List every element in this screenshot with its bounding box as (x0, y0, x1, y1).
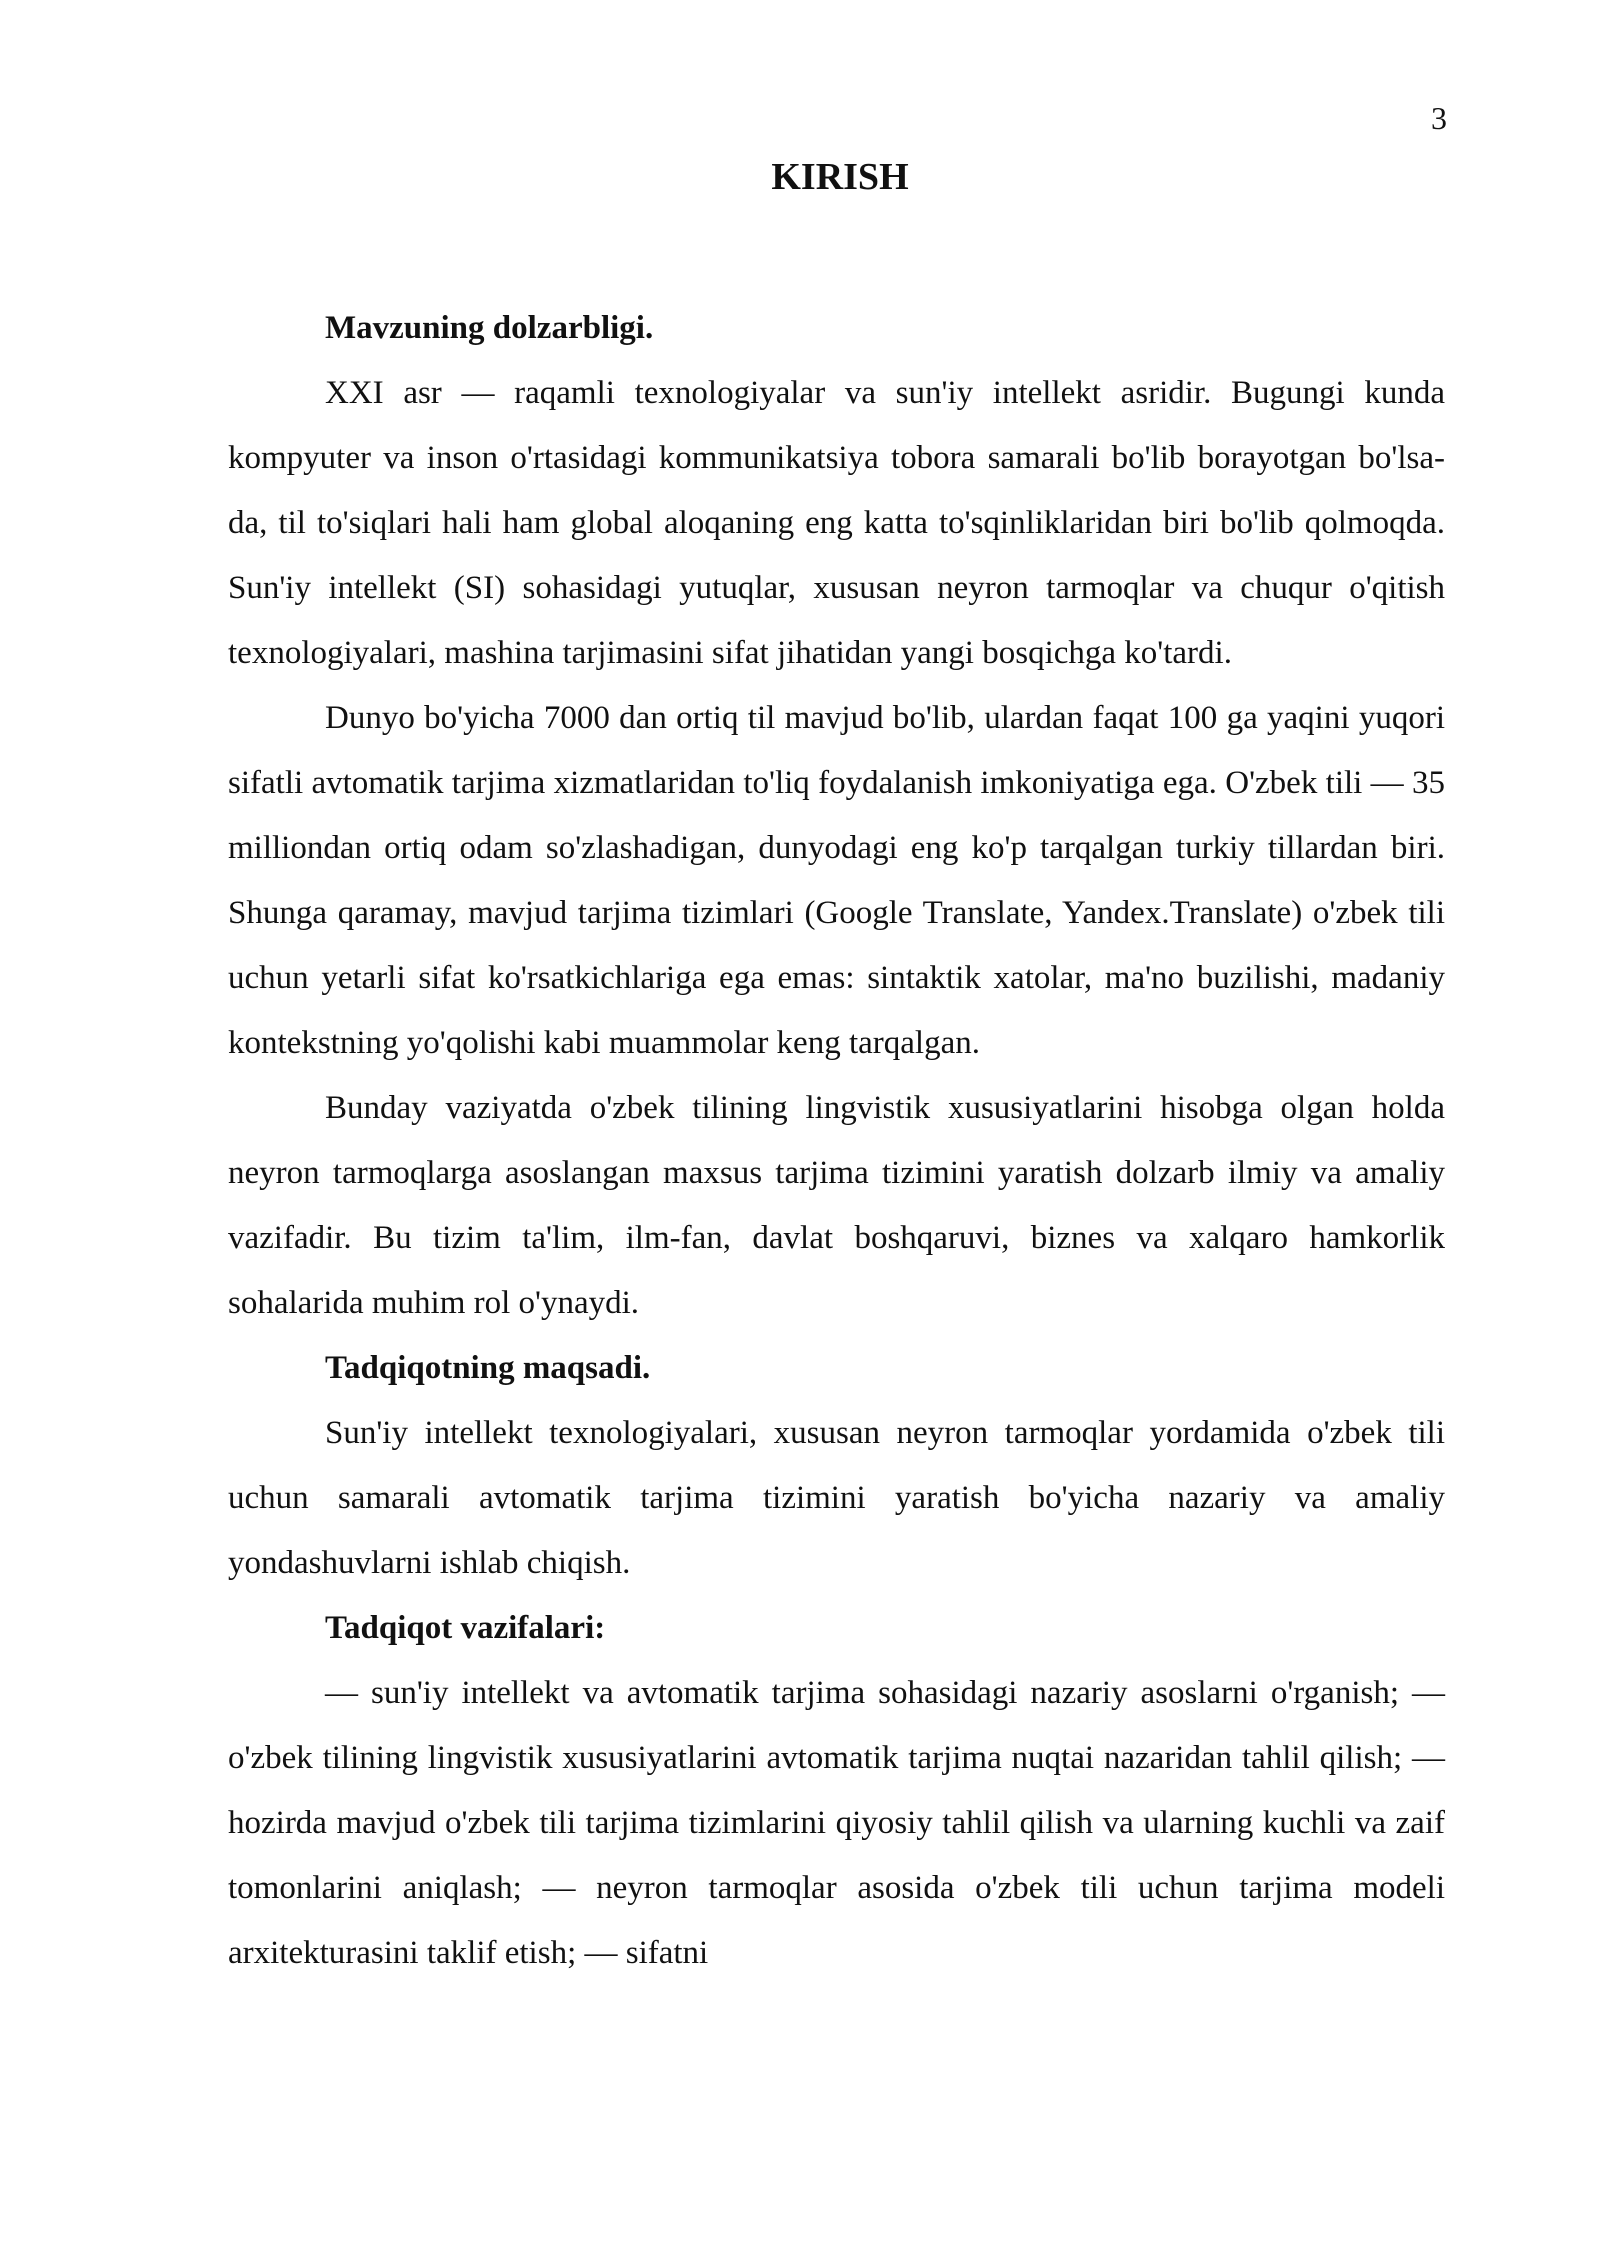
section-heading-goal: Tadqiqotning maqsadi. (325, 1350, 651, 1386)
page-body (228, 296, 1445, 1986)
paragraph-goal: Sun'iy intellekt texnologiyalari, xususan neyron tarmoqlar yordamida o'zbek tili uchun samarali avtomatik tarjima tizimini yaratish bo'yicha nazariy va amaliy yondashuvlarni ishlab chiqish. (228, 1415, 1445, 1581)
section-heading-relevance: Mavzuning dolzarbligi. (325, 310, 654, 346)
page-title: KIRISH (771, 156, 909, 198)
paragraph-relevance-3: Bunday vaziyatda o'zbek tilining lingvistik xususiyatlarini hisobga olgan holda neyron tarmoqlarga asoslangan maxsus tarjima tizimini yaratish dolzarb ilmiy va amaliy vazifadir. Bu tizim ta'lim, ilm-fan, davlat boshqaruvi, biznes va xalqaro hamkorlik sohalarida muhim rol o'ynaydi. (228, 1090, 1445, 1321)
paragraph-relevance-1: XXI asr — raqamli texnologiyalar va sun'iy intellekt asridir. Bugungi kunda kompyuter va inson o'rtasidagi kommunikatsiya tobora samarali bo'lib borayotgan bo'lsa-da, til to'siqlari hali ham global aloqaning eng katta to'sqinliklaridan biri bo'lib qolmoqda. Sun'iy intellekt (SI) sohasidagi yutuqlar, xususan neyron tarmoqlar va chuqur o'qitish texnologiyalari, mashina tarjimasini sifat jihatidan yangi bosqichga ko'tardi. (228, 375, 1445, 671)
section-heading-tasks: Tadqiqot vazifalari: (325, 1610, 606, 1646)
paragraph-tasks: — sun'iy intellekt va avtomatik tarjima sohasidagi nazariy asoslarni o'rganish; — o'zbek tilining lingvistik xususiyatlarini avtomatik tarjima nuqtai nazaridan tahlil qilish; — hozirda mavjud o'zbek tili tarjima tizimlarini qiyosiy tahlil qilish va ularning kuchli va zaif tomonlarini aniqlash; — neyron tarmoqlar asosida o'zbek tili uchun tarjima modeli arxitekturasini taklif etish; — sifatni (228, 1675, 1445, 1971)
paragraph-relevance-2: Dunyo bo'yicha 7000 dan ortiq til mavjud bo'lib, ulardan faqat 100 ga yaqini yuqori sifatli avtomatik tarjima xizmatlaridan to'liq foydalanish imkoniyatiga ega. O'zbek tili — 35 milliondan ortiq odam so'zlashadigan, dunyodagi eng ko'p tarqalgan turkiy tillardan biri. Shunga qaramay, mavjud tarjima tizimlari (Google Translate, Yandex.Translate) o'zbek tili uchun yetarli sifat ko'rsatkichlariga ega emas: sintaktik xatolar, ma'no buzilishi, madaniy kontekstning yo'qolishi kabi muammolar keng tarqalgan. (228, 700, 1445, 1061)
page-number: 3 (1431, 100, 1447, 136)
